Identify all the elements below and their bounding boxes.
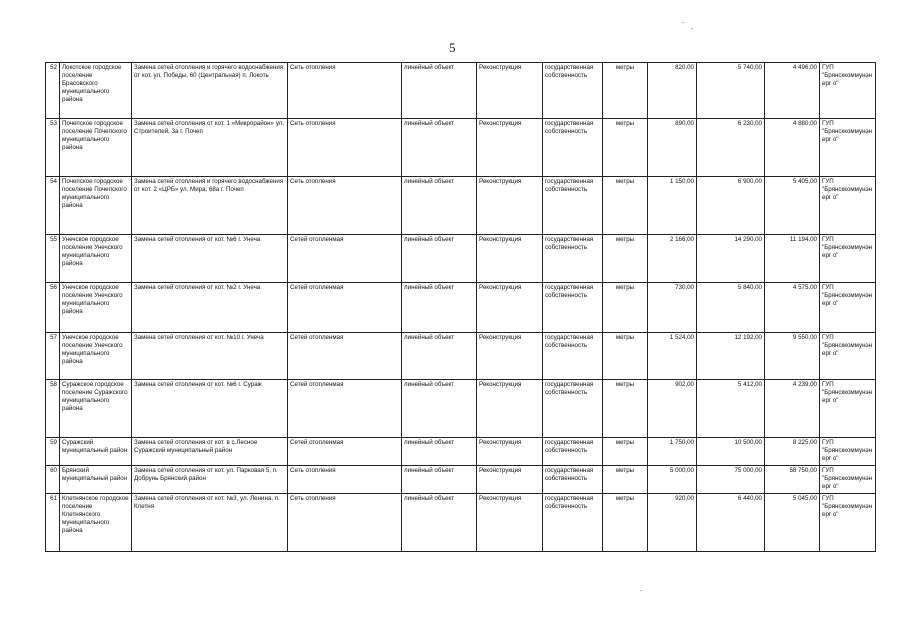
object-type-cell: линейный объект bbox=[402, 333, 477, 380]
cost-part-cell: 5 405,00 bbox=[765, 177, 820, 235]
network-type-cell: Сеть отопления bbox=[288, 466, 402, 494]
district-cell: Почепское городское поселение Почепского муниципального района bbox=[60, 177, 132, 235]
object-type-cell: линейный объект bbox=[402, 466, 477, 494]
work-description-cell: Замена сетей отопления от кот. в с.Лесное Суражский муниципальный район bbox=[132, 438, 288, 466]
cost-part-cell: 58 750,00 bbox=[765, 466, 820, 494]
row-number: 57 bbox=[46, 333, 60, 380]
cost-total-cell: 10 500,00 bbox=[697, 438, 765, 466]
organization-cell: ГУП "Брянсккоммунэнерг о" bbox=[820, 119, 876, 177]
page-number: 5 bbox=[449, 40, 456, 55]
district-cell: Унечское городское поселение Унечского муниципального района bbox=[60, 283, 132, 333]
ownership-cell: государственная собственность bbox=[543, 380, 603, 438]
network-type-cell: Сеть отопления bbox=[288, 177, 402, 235]
ownership-cell: государственная собственность bbox=[543, 119, 603, 177]
object-type-cell: линейный объект bbox=[402, 119, 477, 177]
objects-table bbox=[45, 62, 876, 552]
length-cell: 2 166,00 bbox=[648, 235, 697, 283]
ownership-cell: государственная собственность bbox=[543, 235, 603, 283]
cost-part-cell: 4 880,00 bbox=[765, 119, 820, 177]
table-row bbox=[46, 119, 876, 177]
network-type-cell: Сетей отопленмая bbox=[288, 235, 402, 283]
ownership-cell: государственная собственность bbox=[543, 438, 603, 466]
length-cell: 730,00 bbox=[648, 283, 697, 333]
row-number: 56 bbox=[46, 283, 60, 333]
length-cell: 1 150,00 bbox=[648, 177, 697, 235]
cost-total-cell: 6 230,00 bbox=[697, 119, 765, 177]
row-number: 54 bbox=[46, 177, 60, 235]
organization-cell: ГУП "Брянсккоммунэнерг о" bbox=[820, 380, 876, 438]
network-type-cell: Сетей отопленмая bbox=[288, 438, 402, 466]
network-type-cell: Сеть отопления bbox=[288, 494, 402, 552]
cost-part-cell: 4 496,00 bbox=[765, 63, 820, 119]
cost-total-cell: 5 840,00 bbox=[697, 283, 765, 333]
cost-total-cell: 5 412,00 bbox=[697, 380, 765, 438]
organization-cell: ГУП "Брянсккоммунэнерг о" bbox=[820, 333, 876, 380]
network-type-cell: Сеть отопления bbox=[288, 63, 402, 119]
ownership-cell: государственная собственность bbox=[543, 333, 603, 380]
ownership-cell: государственная собственность bbox=[543, 177, 603, 235]
length-cell: 1 524,00 bbox=[648, 333, 697, 380]
row-number: 60 bbox=[46, 466, 60, 494]
activity-cell: Реконструкция bbox=[477, 283, 543, 333]
length-cell: 1 750,00 bbox=[648, 438, 697, 466]
activity-cell: Реконструкция bbox=[477, 494, 543, 552]
district-cell: Брянский муниципальный район bbox=[60, 466, 132, 494]
object-type-cell: линейный объект bbox=[402, 63, 477, 119]
unit-cell: метры bbox=[603, 177, 648, 235]
work-description-cell: Замена сетей отопления от кот. №3, ул. Ленина, п. Клетня bbox=[132, 494, 288, 552]
unit-cell: метры bbox=[603, 333, 648, 380]
cost-total-cell: 6 440,00 bbox=[697, 494, 765, 552]
unit-cell: метры bbox=[603, 119, 648, 177]
district-cell: Суражское городское поселение Суражского муниципального района bbox=[60, 380, 132, 438]
cost-part-cell: 8 225,00 bbox=[765, 438, 820, 466]
row-number: 55 bbox=[46, 235, 60, 283]
table-row bbox=[46, 380, 876, 438]
work-description-cell: Замена сетей отопления от кот. №6 г. Унеча bbox=[132, 235, 288, 283]
table-row bbox=[46, 235, 876, 283]
unit-cell: метры bbox=[603, 438, 648, 466]
network-type-cell: Сетей отопленмая bbox=[288, 333, 402, 380]
activity-cell: Реконструкция bbox=[477, 438, 543, 466]
unit-cell: метры bbox=[603, 466, 648, 494]
unit-cell: метры bbox=[603, 380, 648, 438]
length-cell: 920,00 bbox=[648, 494, 697, 552]
object-type-cell: линейный объект bbox=[402, 438, 477, 466]
length-cell: 902,00 bbox=[648, 380, 697, 438]
district-cell: Унечское городское поселение Унечского муниципального района bbox=[60, 235, 132, 283]
cost-total-cell: 5 740,00 bbox=[697, 63, 765, 119]
unit-cell: метры bbox=[603, 235, 648, 283]
activity-cell: Реконструкция bbox=[477, 380, 543, 438]
district-cell: Унечское городское поселение Унечского муниципального района bbox=[60, 333, 132, 380]
organization-cell: ГУП "Брянсккоммунэнерг о" bbox=[820, 177, 876, 235]
object-type-cell: линейный объект bbox=[402, 494, 477, 552]
organization-cell: ГУП "Брянсккоммунэнерг о" bbox=[820, 466, 876, 494]
cost-part-cell: 4 575,00 bbox=[765, 283, 820, 333]
district-cell: Почепское городское поселение Почепского муниципального района bbox=[60, 119, 132, 177]
activity-cell: Реконструкция bbox=[477, 177, 543, 235]
length-cell: 890,00 bbox=[648, 119, 697, 177]
ownership-cell: государственная собственность bbox=[543, 466, 603, 494]
cost-part-cell: 11 194,00 bbox=[765, 235, 820, 283]
ownership-cell: государственная собственность bbox=[543, 63, 603, 119]
table-row bbox=[46, 63, 876, 119]
length-cell: 5 000,00 bbox=[648, 466, 697, 494]
network-type-cell: Сетей отопленмая bbox=[288, 380, 402, 438]
table-row bbox=[46, 466, 876, 494]
activity-cell: Реконструкция bbox=[477, 333, 543, 380]
object-type-cell: линейный объект bbox=[402, 283, 477, 333]
organization-cell: ГУП "Брянсккоммунэнерг о" bbox=[820, 283, 876, 333]
cost-total-cell: 12 192,00 bbox=[697, 333, 765, 380]
district-cell: Клетнянское городское поселение Клетнянского муниципального района bbox=[60, 494, 132, 552]
organization-cell: ГУП "Брянсккоммунэнерг о" bbox=[820, 235, 876, 283]
ownership-cell: государственная собственность bbox=[543, 283, 603, 333]
district-cell: Суражский муниципальный район bbox=[60, 438, 132, 466]
table-row bbox=[46, 438, 876, 466]
unit-cell: метры bbox=[603, 63, 648, 119]
row-number: 59 bbox=[46, 438, 60, 466]
table-row bbox=[46, 283, 876, 333]
row-number: 52 bbox=[46, 63, 60, 119]
organization-cell: ГУП "Брянсккоммунэнерг о" bbox=[820, 438, 876, 466]
length-cell: 820,00 bbox=[648, 63, 697, 119]
activity-cell: Реконструкция bbox=[477, 466, 543, 494]
cost-part-cell: 5 045,00 bbox=[765, 494, 820, 552]
object-type-cell: линейный объект bbox=[402, 380, 477, 438]
district-cell: Локотское городское поселение Брасовского муниципального района bbox=[60, 63, 132, 119]
activity-cell: Реконструкция bbox=[477, 63, 543, 119]
cost-total-cell: 14 290,00 bbox=[697, 235, 765, 283]
work-description-cell: Замена сетей отопления от кот. №2 г. Унеча bbox=[132, 283, 288, 333]
table-row bbox=[46, 494, 876, 552]
work-description-cell: Замена сетей отопления и горячего водоснабжения от кот. 2 «ЦРБ» ул. Мира, 68а г. Почеп bbox=[132, 177, 288, 235]
organization-cell: ГУП "Брянсккоммунэнерг о" bbox=[820, 494, 876, 552]
table-row bbox=[46, 177, 876, 235]
work-description-cell: Замена сетей отопления от кот. ул. Парковая 5, п. Добрунь Брянский район bbox=[132, 466, 288, 494]
cost-part-cell: 4 239,00 bbox=[765, 380, 820, 438]
object-type-cell: линейный объект bbox=[402, 177, 477, 235]
table-row bbox=[46, 333, 876, 380]
activity-cell: Реконструкция bbox=[477, 119, 543, 177]
cost-total-cell: 6 900,00 bbox=[697, 177, 765, 235]
row-number: 53 bbox=[46, 119, 60, 177]
work-description-cell: Замена сетей отопления от кот. 1 «Микрорайон» ул. Строителей, 3а г. Почеп bbox=[132, 119, 288, 177]
work-description-cell: Замена сетей отопления и горячего водоснабжения от кот. ул. Победы, 60 (Центральная) п. Локоть bbox=[132, 63, 288, 119]
work-description-cell: Замена сетей отопления от кот. №6 г. Сураж bbox=[132, 380, 288, 438]
organization-cell: ГУП "Брянсккоммунэнерг о" bbox=[820, 63, 876, 119]
activity-cell: Реконструкция bbox=[477, 235, 543, 283]
work-description-cell: Замена сетей отопления от кот. №10 г. Унеча bbox=[132, 333, 288, 380]
cost-total-cell: 75 000,00 bbox=[697, 466, 765, 494]
cost-part-cell: 9 550,00 bbox=[765, 333, 820, 380]
unit-cell: метры bbox=[603, 494, 648, 552]
unit-cell: метры bbox=[603, 283, 648, 333]
ownership-cell: государственная собственность bbox=[543, 494, 603, 552]
row-number: 58 bbox=[46, 380, 60, 438]
network-type-cell: Сеть отопления bbox=[288, 119, 402, 177]
row-number: 61 bbox=[46, 494, 60, 552]
object-type-cell: линейный объект bbox=[402, 235, 477, 283]
network-type-cell: Сетей отопленмая bbox=[288, 283, 402, 333]
